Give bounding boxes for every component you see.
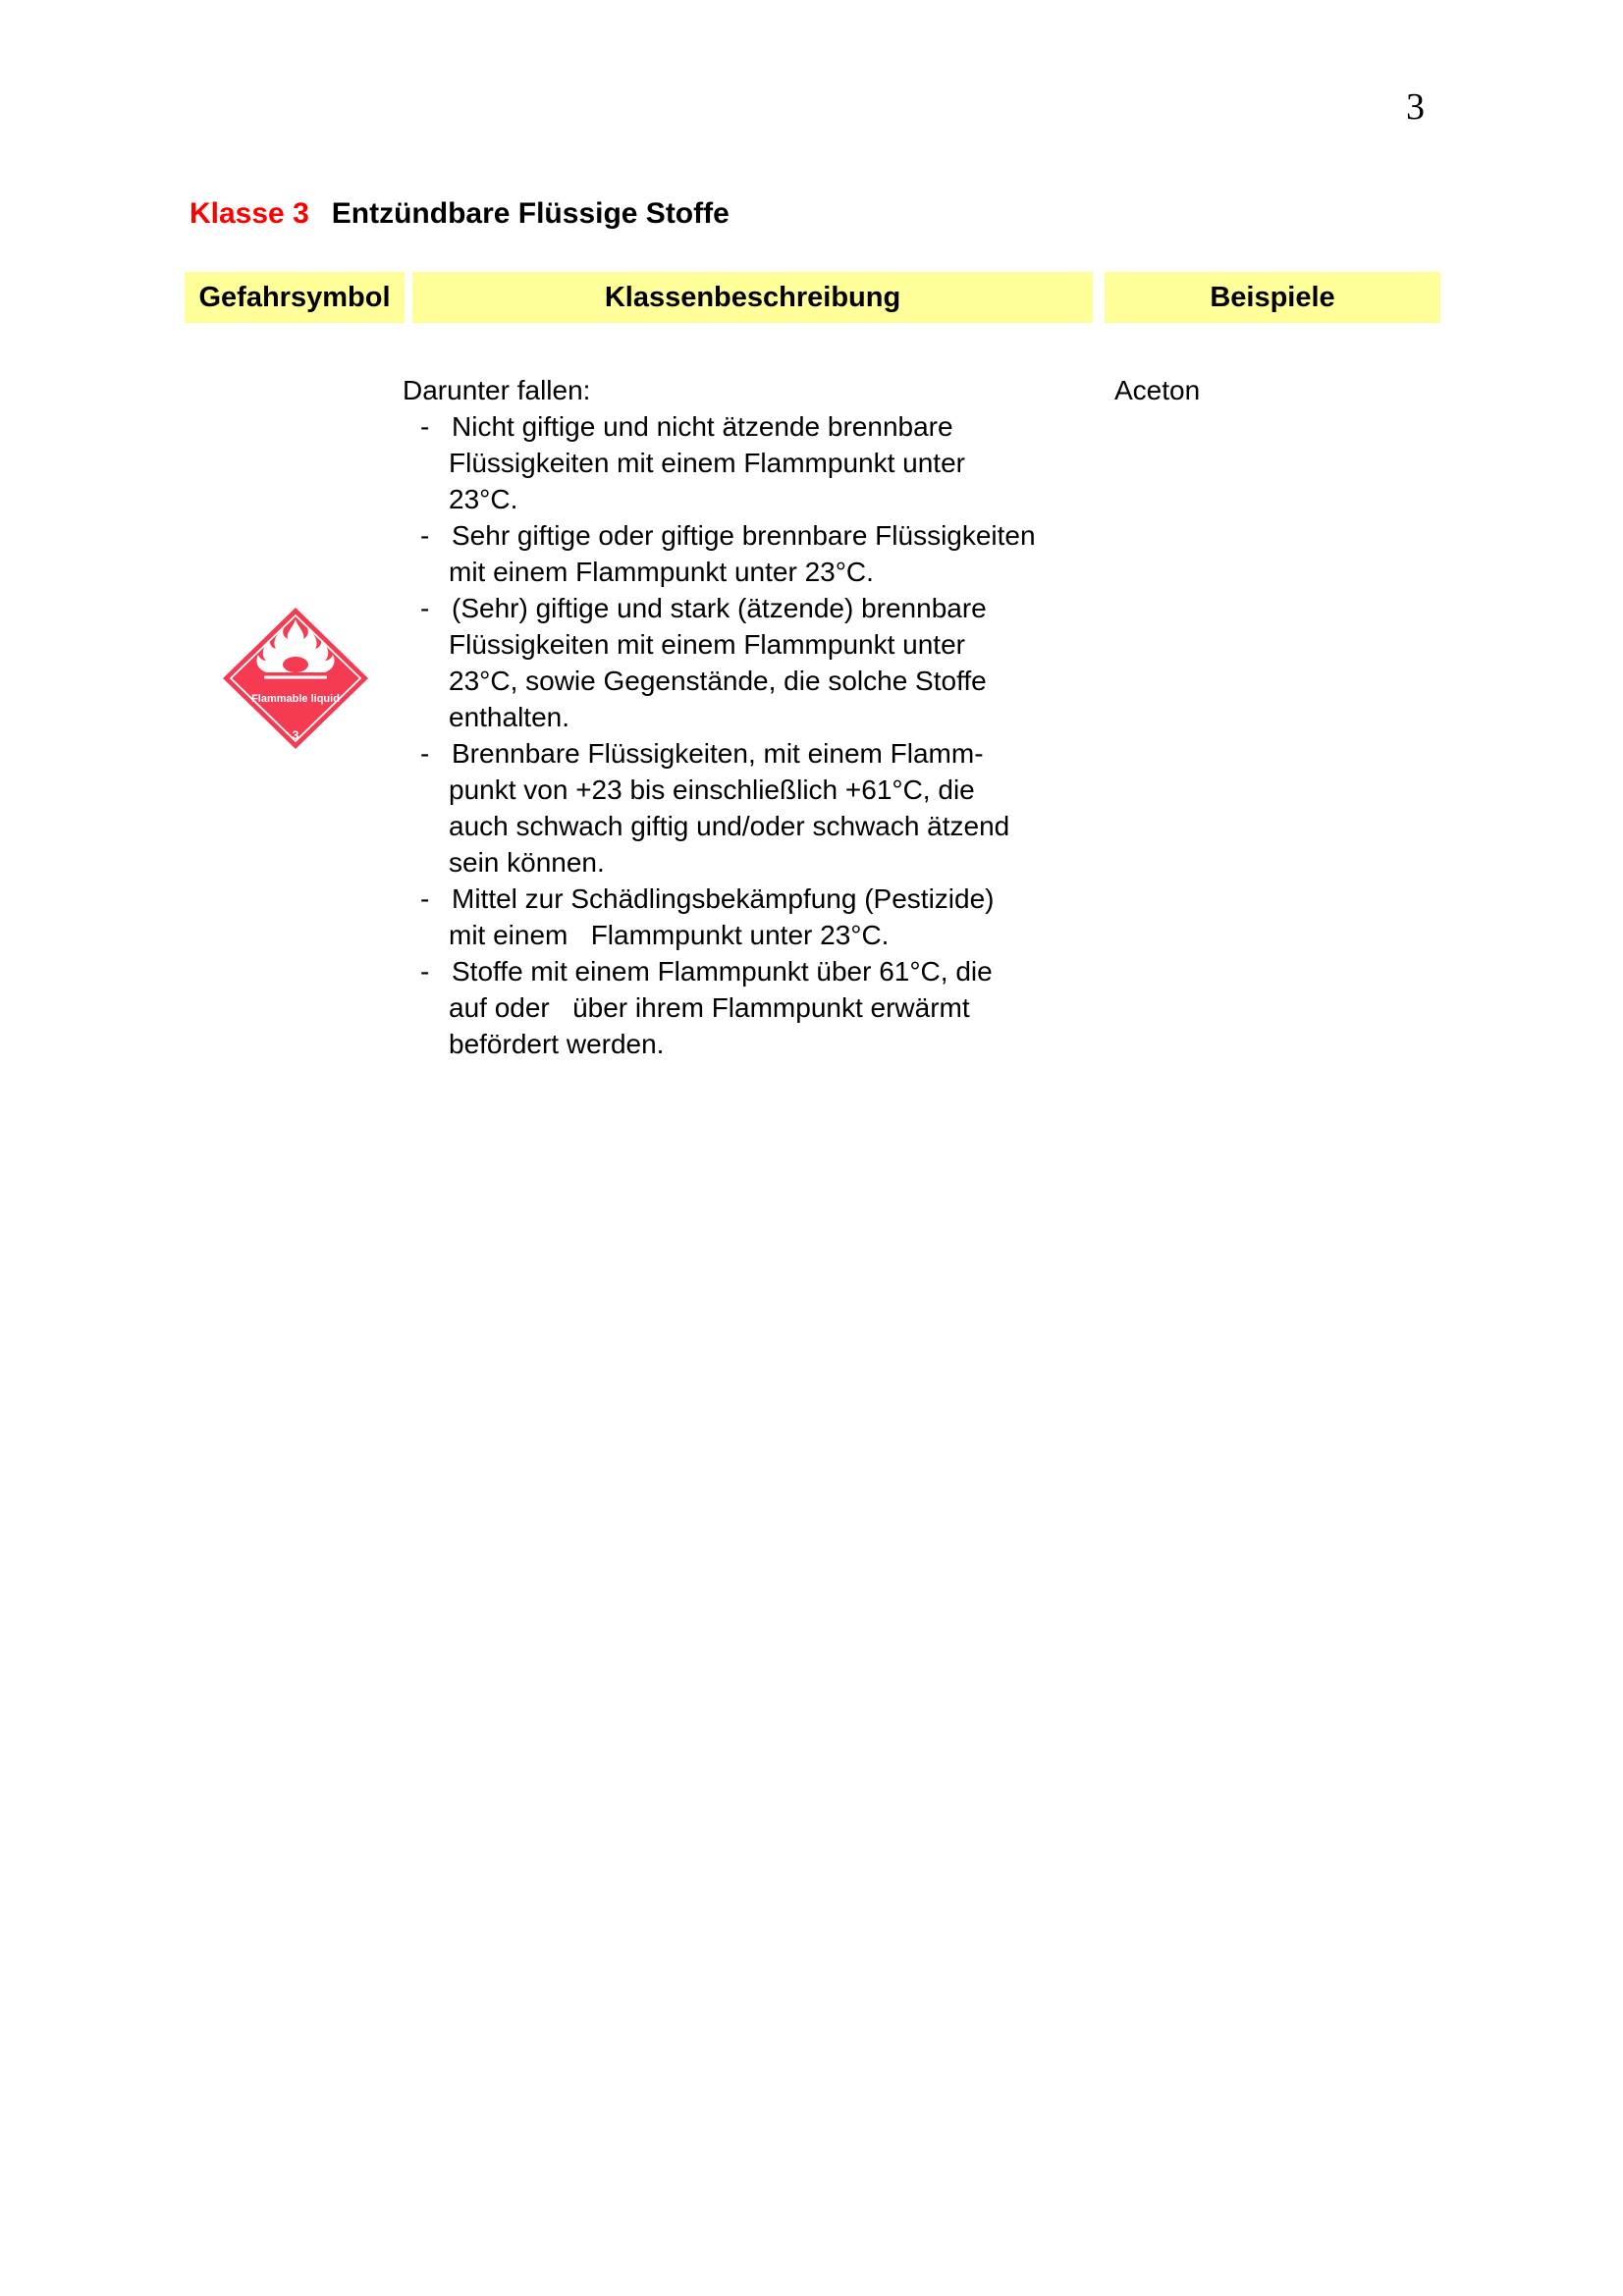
example-value: Aceton: [1114, 375, 1201, 405]
description-line: [403, 590, 1105, 626]
description-line: 23°C.: [449, 484, 518, 514]
placard-label: Flammable liquid: [251, 693, 340, 705]
description-line: befördert werden.: [449, 1029, 665, 1059]
bullet-dash: -: [420, 411, 430, 442]
description-line: sein können.: [449, 847, 605, 878]
bullet-dash: -: [420, 738, 430, 769]
placard-class-number: 3: [292, 728, 299, 742]
description-line: Flüssigkeiten mit einem Flammpunkt unter: [449, 629, 965, 660]
flame-base-bar: [264, 676, 327, 679]
description-line: [403, 953, 1105, 989]
class-title-label: Klasse 3: [189, 197, 309, 230]
table-header-gefahrsymbol: Gefahrsymbol: [185, 272, 405, 323]
bullet-text: Nicht giftige und nicht ätzende brennbare: [452, 411, 953, 442]
bullet-text: Sehr giftige oder giftige brennbare Flüssigkeiten: [452, 520, 1036, 551]
class-title-subject: Entzündbare Flüssige Stoffe: [331, 197, 730, 230]
description-line: punkt von +23 bis einschließlich +61°C, die: [449, 774, 975, 805]
bullet-text: Stoffe mit einem Flammpunkt über 61°C, die: [452, 956, 993, 987]
flammable-liquid-placard-graphic: [220, 605, 371, 752]
bullet-dash: -: [420, 956, 430, 987]
bullet-dash: -: [420, 883, 430, 914]
class-title: [189, 197, 730, 231]
description-line: enthalten.: [449, 702, 569, 732]
description-line: auch schwach giftig und/oder schwach ätzend: [449, 811, 1010, 841]
class-description-list: [403, 372, 1105, 1062]
table-header-beispiele: Beispiele: [1105, 272, 1440, 323]
description-line: mit einem Flammpunkt unter 23°C.: [449, 557, 874, 587]
bullet-dash: -: [420, 593, 430, 623]
description-line: [403, 735, 1105, 772]
description-line: mit einem Flammpunkt unter 23°C.: [449, 920, 890, 950]
flame-icon: [256, 619, 334, 679]
description-line: 23°C, sowie Gegenstände, die solche Stoffe: [449, 666, 987, 696]
description-line: [403, 408, 1105, 445]
description-line: [403, 517, 1105, 554]
table-header-klassenbeschreibung: Klassenbeschreibung: [412, 272, 1093, 323]
description-line: Flüssigkeiten mit einem Flammpunkt unter: [449, 448, 965, 478]
description-line: [403, 881, 1105, 917]
hazard-placard-flammable-liquid: [220, 605, 371, 752]
bullet-text: Brennbare Flüssigkeiten, mit einem Flamm-: [452, 738, 984, 769]
bullet-text: (Sehr) giftige und stark (ätzende) brennbare: [452, 593, 987, 623]
bullet-dash: -: [420, 520, 430, 551]
description-line: Darunter fallen:: [403, 375, 591, 405]
bullet-text: Mittel zur Schädlingsbekämpfung (Pestizide): [452, 883, 995, 914]
page-number: 3: [1406, 86, 1425, 128]
description-line: auf oder über ihrem Flammpunkt erwärmt: [449, 992, 970, 1023]
